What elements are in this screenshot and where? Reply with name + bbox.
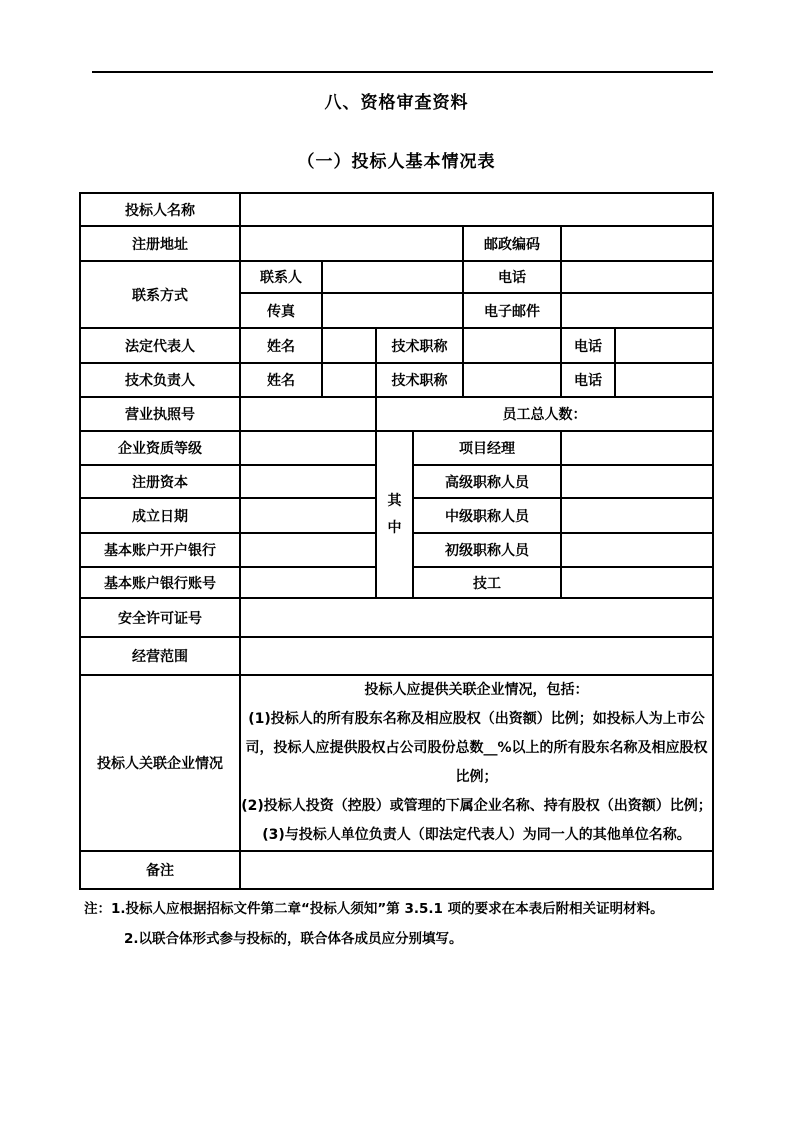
legal-rep-title-input-cell[interactable] <box>463 328 561 363</box>
business-scope-input-cell[interactable] <box>240 637 713 675</box>
legal-rep-phone-label: 电话 <box>561 328 615 363</box>
tech-lead-phone-input-cell[interactable] <box>615 363 713 397</box>
skilled-worker-input-cell[interactable] <box>561 567 713 598</box>
among-which-label <box>376 431 413 598</box>
founded-date-label: 成立日期 <box>80 498 240 533</box>
page-title: 八、资格审查资料 <box>324 93 469 113</box>
contact-person-input-cell[interactable] <box>322 261 463 293</box>
bidder-name-label: 投标人名称 <box>80 193 240 226</box>
legal-rep-title-label: 技术职称 <box>376 328 463 363</box>
tech-lead-name-label: 姓名 <box>240 363 322 397</box>
project-manager-input-cell[interactable] <box>561 431 713 465</box>
legal-rep-name-label: 姓名 <box>240 328 322 363</box>
table-row <box>80 431 713 465</box>
senior-staff-label: 高级职称人员 <box>413 465 561 498</box>
bank-account-label: 基本账户银行账号 <box>80 567 240 598</box>
table-row <box>80 363 713 397</box>
contact-method-label: 联系方式 <box>80 261 240 328</box>
related-text-line: 司，投标人应提供股权占公司股份总数__%以上的所有股东名称及相应股权 <box>245 740 708 756</box>
skilled-worker-label: 技工 <box>413 567 561 598</box>
senior-staff-input-cell[interactable] <box>561 465 713 498</box>
fax-input-cell[interactable] <box>322 293 463 328</box>
tech-lead-title-label: 技术职称 <box>376 363 463 397</box>
bidder-name-input-cell[interactable] <box>240 193 713 226</box>
contact-person-label: 联系人 <box>240 261 322 293</box>
table-row <box>80 637 713 675</box>
related-text-line: (2)投标人投资（控股）或管理的下属企业名称、持有股权（出资额）比例； <box>241 798 712 814</box>
tech-lead-title-input-cell[interactable] <box>463 363 561 397</box>
business-scope-label: 经营范围 <box>80 637 240 675</box>
tech-lead-label: 技术负责人 <box>80 363 240 397</box>
bank-input-cell[interactable] <box>240 533 376 567</box>
table-row <box>80 675 713 851</box>
legal-rep-name-input-cell[interactable] <box>322 328 376 363</box>
tech-lead-name-input-cell[interactable] <box>322 363 376 397</box>
postal-code-label: 邮政编码 <box>463 226 561 261</box>
middle-staff-label: 中级职称人员 <box>413 498 561 533</box>
among-char-2: 中 <box>387 520 402 536</box>
email-label: 电子邮件 <box>463 293 561 328</box>
related-text-line: (1)投标人的所有股东名称及相应股权（出资额）比例；如投标人为上市公 <box>248 711 705 727</box>
fax-label: 传真 <box>240 293 322 328</box>
staff-total-cell[interactable]: 员工总人数： <box>376 397 713 431</box>
table-row <box>80 226 713 261</box>
table-row <box>80 851 713 889</box>
reg-capital-label: 注册资本 <box>80 465 240 498</box>
contact-phone-label: 电话 <box>463 261 561 293</box>
reg-capital-input-cell[interactable] <box>240 465 376 498</box>
related-text-line: 投标人应提供关联企业情况，包括： <box>364 682 589 698</box>
license-input-cell[interactable] <box>240 397 376 431</box>
postal-code-input-cell[interactable] <box>561 226 713 261</box>
footnotes <box>84 894 744 954</box>
legal-rep-label: 法定代表人 <box>80 328 240 363</box>
qualification-label: 企业资质等级 <box>80 431 240 465</box>
junior-staff-label: 初级职称人员 <box>413 533 561 567</box>
footnote-2: 2.以联合体形式参与投标的，联合体各成员应分别填写。 <box>124 931 463 947</box>
header-rule <box>92 71 713 73</box>
table-row <box>80 261 713 293</box>
form-subtitle: （一）投标人基本情况表 <box>297 152 496 172</box>
license-label: 营业执照号 <box>80 397 240 431</box>
remarks-label: 备注 <box>80 851 240 889</box>
tech-lead-phone-label: 电话 <box>561 363 615 397</box>
reg-address-input-cell[interactable] <box>240 226 463 261</box>
table-row <box>80 598 713 637</box>
table-row <box>80 397 713 431</box>
footnote-1: 注：1.投标人应根据招标文件第二章“投标人须知”第 3.5.1 项的要求在本表后附相关证明材料。 <box>84 901 664 917</box>
safety-cert-label: 安全许可证号 <box>80 598 240 637</box>
reg-address-label: 注册地址 <box>80 226 240 261</box>
project-manager-label: 项目经理 <box>413 431 561 465</box>
related-companies-label: 投标人关联企业情况 <box>80 675 240 851</box>
bank-label: 基本账户开户银行 <box>80 533 240 567</box>
safety-cert-input-cell[interactable] <box>240 598 713 637</box>
related-text-line: 比例； <box>455 769 498 785</box>
related-text-line: (3)与投标人单位负责人（即法定代表人）为同一人的其他单位名称。 <box>262 827 691 843</box>
legal-rep-phone-input-cell[interactable] <box>615 328 713 363</box>
remarks-input-cell[interactable] <box>240 851 713 889</box>
founded-date-input-cell[interactable] <box>240 498 376 533</box>
table-row <box>80 193 713 226</box>
bank-account-input-cell[interactable] <box>240 567 376 598</box>
qualification-input-cell[interactable] <box>240 431 376 465</box>
contact-phone-input-cell[interactable] <box>561 261 713 293</box>
among-char-1: 其 <box>387 493 402 509</box>
related-companies-text <box>240 675 713 851</box>
middle-staff-input-cell[interactable] <box>561 498 713 533</box>
email-input-cell[interactable] <box>561 293 713 328</box>
bidder-info-table <box>79 192 714 890</box>
junior-staff-input-cell[interactable] <box>561 533 713 567</box>
table-row <box>80 328 713 363</box>
